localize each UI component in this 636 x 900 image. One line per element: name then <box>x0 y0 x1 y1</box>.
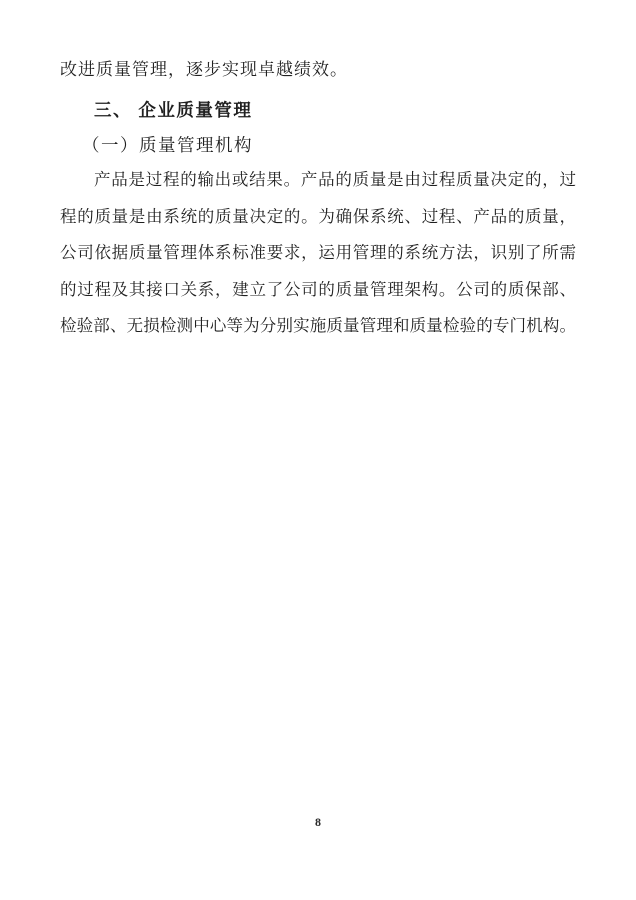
paragraph-line: 检验部、无损检测中心等为分别实施质量管理和质量检验的专门机构。 <box>60 316 576 335</box>
subsection-heading: （一）质量管理机构 <box>82 135 253 155</box>
paragraph-line: 产品是过程的输出或结果。产品的质量是由过程质量决定的，过 <box>94 170 576 189</box>
trailing-paragraph-line: 改进质量管理，逐步实现卓越绩效。 <box>60 60 348 79</box>
section-heading: 三、 企业质量管理 <box>94 100 253 120</box>
paragraph-line: 程的质量是由系统的质量决定的。为确保系统、过程、产品的质量， <box>60 206 576 226</box>
page-number: 8 <box>315 815 321 829</box>
paragraph-line: 公司依据质量管理体系标准要求，运用管理的系统方法，识别了所需 <box>60 243 576 262</box>
paragraph-line: 的过程及其接口关系，建立了公司的质量管理架构。公司的质保部、 <box>60 279 576 299</box>
body-paragraph <box>60 162 576 345</box>
